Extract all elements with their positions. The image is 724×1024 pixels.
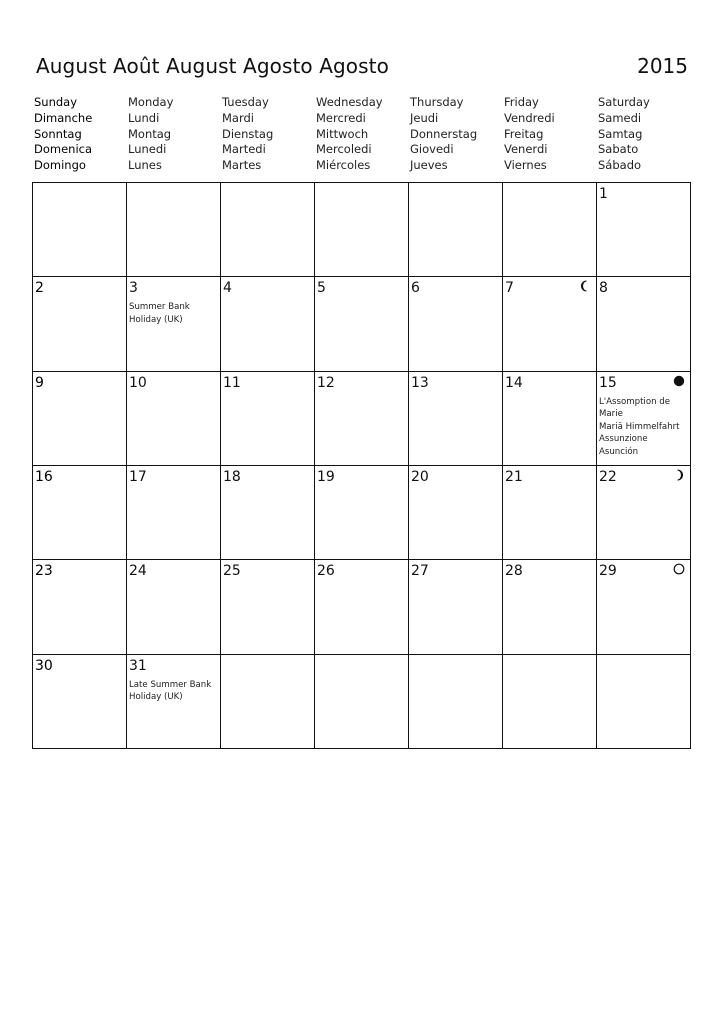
calendar-grid — [32, 182, 691, 749]
day-number: 15 — [599, 374, 617, 391]
day-events — [129, 679, 217, 704]
weekday-label: Lunes — [128, 158, 162, 173]
empty-day-cell — [33, 183, 127, 277]
event-label: Assunzione — [599, 434, 648, 445]
event-label: Asunción — [599, 447, 639, 458]
calendar-year: 2015 — [637, 54, 688, 78]
empty-day-cell — [597, 655, 691, 749]
day-cell — [315, 466, 409, 560]
weekday-label: Friday — [504, 95, 539, 109]
day-cell — [503, 560, 597, 654]
day-number: 17 — [129, 469, 147, 485]
day-number: 1 — [599, 186, 608, 202]
day-number: 5 — [317, 280, 326, 297]
day-number: 18 — [223, 469, 241, 485]
day-cell — [597, 183, 691, 277]
weekday-label: Mittwoch — [316, 126, 369, 141]
day-cell — [33, 372, 127, 466]
weekday-tuesday — [222, 95, 316, 174]
empty-day-cell — [221, 183, 315, 277]
weekday-saturday — [598, 95, 692, 174]
day-number: 29 — [599, 563, 617, 580]
day-cell — [409, 560, 503, 654]
full-moon-icon — [673, 563, 685, 575]
weekday-label: Martedi — [222, 142, 266, 157]
day-cell — [597, 560, 691, 654]
day-number: 21 — [505, 469, 523, 485]
day-cell — [127, 560, 221, 654]
weekday-label: Jueves — [410, 158, 448, 173]
day-cell — [33, 277, 127, 371]
weekday-label: Giovedi — [410, 142, 454, 157]
empty-day-cell — [315, 655, 409, 749]
day-cell — [221, 372, 315, 466]
weekday-label: Domenica — [34, 142, 93, 157]
weekday-label: Viernes — [504, 158, 547, 173]
weekday-label: Freitag — [504, 126, 544, 141]
weekday-label: Miércoles — [316, 158, 371, 173]
day-cell — [315, 372, 409, 466]
day-number: 23 — [35, 563, 53, 580]
day-number: 10 — [129, 374, 147, 391]
day-number: 25 — [223, 563, 241, 580]
day-number: 19 — [317, 469, 335, 485]
day-cell — [315, 560, 409, 654]
new-moon-icon — [673, 375, 685, 387]
day-number: 11 — [223, 374, 241, 391]
weekday-label: Tuesday — [222, 95, 269, 109]
day-cell — [409, 466, 503, 560]
empty-day-cell — [503, 655, 597, 749]
day-cell — [127, 277, 221, 371]
weekday-wednesday — [316, 95, 410, 174]
weekday-label: Dimanche — [34, 110, 93, 125]
weekday-label: Wednesday — [316, 95, 383, 109]
day-number: 4 — [223, 280, 232, 297]
day-number: 14 — [505, 374, 523, 391]
empty-day-cell — [409, 655, 503, 749]
event-label: Holiday (UK) — [129, 692, 183, 703]
weekday-label: Domingo — [34, 158, 86, 173]
empty-day-cell — [409, 183, 503, 277]
day-cell — [597, 466, 691, 560]
weekday-label: Martes — [222, 158, 262, 173]
weekday-label: Sabato — [598, 142, 639, 157]
day-cell — [33, 655, 127, 749]
event-label: Summer Bank — [129, 302, 190, 313]
event-label: Holiday (UK) — [129, 314, 183, 325]
day-number: 16 — [35, 469, 53, 485]
day-cell — [503, 466, 597, 560]
day-cell — [409, 277, 503, 371]
weekday-label: Mercredi — [316, 110, 366, 125]
empty-day-cell — [221, 655, 315, 749]
weekday-monday — [128, 95, 222, 174]
day-cell — [33, 560, 127, 654]
day-number: 12 — [317, 374, 335, 391]
day-number: 8 — [599, 280, 608, 297]
weekday-label: Thursday — [410, 95, 464, 109]
day-events — [599, 396, 687, 459]
day-number: 6 — [411, 280, 420, 297]
day-cell — [503, 277, 597, 371]
day-number: 13 — [411, 374, 429, 391]
empty-day-cell — [315, 183, 409, 277]
weekday-label: Sonntag — [34, 126, 82, 141]
weekday-friday — [504, 95, 598, 174]
calendar-title: August Août August Agosto Agosto — [36, 54, 389, 78]
day-number: 20 — [411, 469, 429, 485]
weekday-label: Samedi — [598, 110, 642, 125]
day-number: 30 — [35, 657, 53, 674]
day-events — [129, 301, 217, 326]
event-label: L'Assomption de — [599, 396, 671, 407]
day-number: 2 — [35, 280, 44, 297]
event-label: Marie — [599, 409, 623, 420]
day-cell — [597, 372, 691, 466]
day-number: 7 — [505, 280, 514, 297]
weekday-thursday — [410, 95, 504, 174]
weekday-label: Jeudi — [410, 110, 439, 125]
day-cell — [221, 466, 315, 560]
weekday-label: Samtag — [598, 126, 643, 141]
last-quarter-icon — [579, 280, 591, 292]
weekday-label: Donnerstag — [410, 126, 478, 141]
day-number: 24 — [129, 563, 147, 580]
weekday-label: Mercoledi — [316, 142, 372, 157]
day-number: 31 — [129, 657, 147, 674]
day-number: 9 — [35, 374, 44, 391]
weekday-label: Venerdi — [504, 142, 548, 157]
day-number: 22 — [599, 469, 617, 485]
weekday-header — [32, 95, 692, 177]
day-cell — [315, 277, 409, 371]
empty-day-cell — [503, 183, 597, 277]
day-cell — [221, 277, 315, 371]
weekday-label: Monday — [128, 95, 174, 109]
day-cell — [127, 655, 221, 749]
day-number: 27 — [411, 563, 429, 580]
weekday-label: Saturday — [598, 95, 650, 109]
day-cell — [127, 372, 221, 466]
weekday-label: Dienstag — [222, 126, 274, 141]
weekday-sunday — [34, 95, 128, 174]
first-quarter-icon — [673, 469, 685, 481]
day-cell — [409, 372, 503, 466]
day-cell — [597, 277, 691, 371]
day-number: 28 — [505, 563, 523, 580]
day-number: 3 — [129, 280, 138, 297]
day-cell — [221, 560, 315, 654]
day-cell — [127, 466, 221, 560]
weekday-label: Mardi — [222, 110, 254, 125]
empty-day-cell — [127, 183, 221, 277]
weekday-label: Lunedi — [128, 142, 167, 157]
day-cell — [33, 466, 127, 560]
event-label: Late Summer Bank — [129, 679, 212, 690]
event-label: Mariä Himmelfahrt — [599, 421, 680, 432]
weekday-label: Sunday — [34, 95, 78, 109]
weekday-label: Lundi — [128, 110, 160, 125]
day-cell — [503, 372, 597, 466]
weekday-label: Sábado — [598, 158, 642, 173]
weekday-label: Vendredi — [504, 110, 555, 125]
weekday-label: Montag — [128, 126, 172, 141]
day-number: 26 — [317, 563, 335, 580]
